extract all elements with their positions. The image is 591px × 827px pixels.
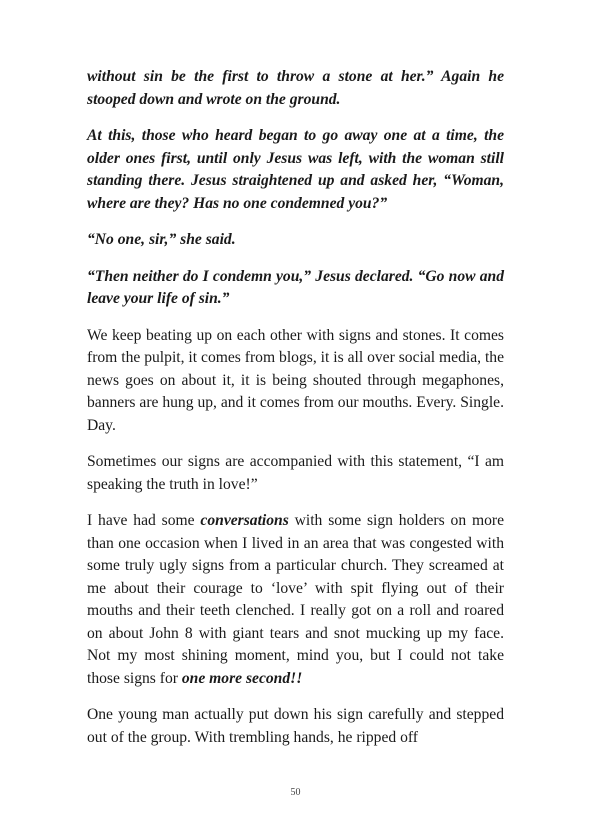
body-paragraph: We keep beating up on each other with signs and stones. It comes from the pulpit, it comes from blogs, it is all over social media, the news goes on about it, it is being shouted through megaphones, banners are hung up, and it comes from our mouths. Every. Single. Day. (87, 326, 504, 434)
body-paragraph: One young man actually put down his sign carefully and stepped out of the group. With trembling hands, he ripped off (87, 706, 504, 746)
emphasis-one-more-second: one more second!! (181, 669, 303, 687)
scripture-paragraph: without sin be the first to throw a stone at her.” Again he stooped down and wrote on the ground. (87, 68, 504, 108)
text-run: with some sign holders on more than one occasion when I lived in an area that was congested with some truly ugly signs from a particular church. They screamed at me about their courage to ‘love’ with spit flying out of their mouths and their teeth clenched. I really got on a roll and roared on about John 8 with giant tears and snot mucking up my face. Not my most shining moment, mind you, but I could not take those signs for (87, 512, 504, 687)
scripture-paragraph: “No one, sir,” she said. (87, 231, 236, 248)
body-paragraph-mixed (87, 510, 504, 690)
body-paragraph: Sometimes our signs are accompanied with this statement, “I am speaking the truth in love!” (87, 453, 504, 493)
scripture-paragraph: “Then neither do I condemn you,” Jesus declared. “Go now and leave your life of sin.” (87, 267, 504, 307)
page-body (87, 66, 504, 763)
page-number: 50 (290, 787, 301, 798)
emphasis-conversations: conversations (200, 512, 289, 529)
scripture-paragraph: At this, those who heard began to go away one at a time, the older ones first, until only Jesus was left, with the woman still standing there. Jesus straightened up and asked her, “Woman, where are they? Has no one condemned you?” (87, 127, 504, 212)
text-run: I have had some (87, 512, 201, 529)
